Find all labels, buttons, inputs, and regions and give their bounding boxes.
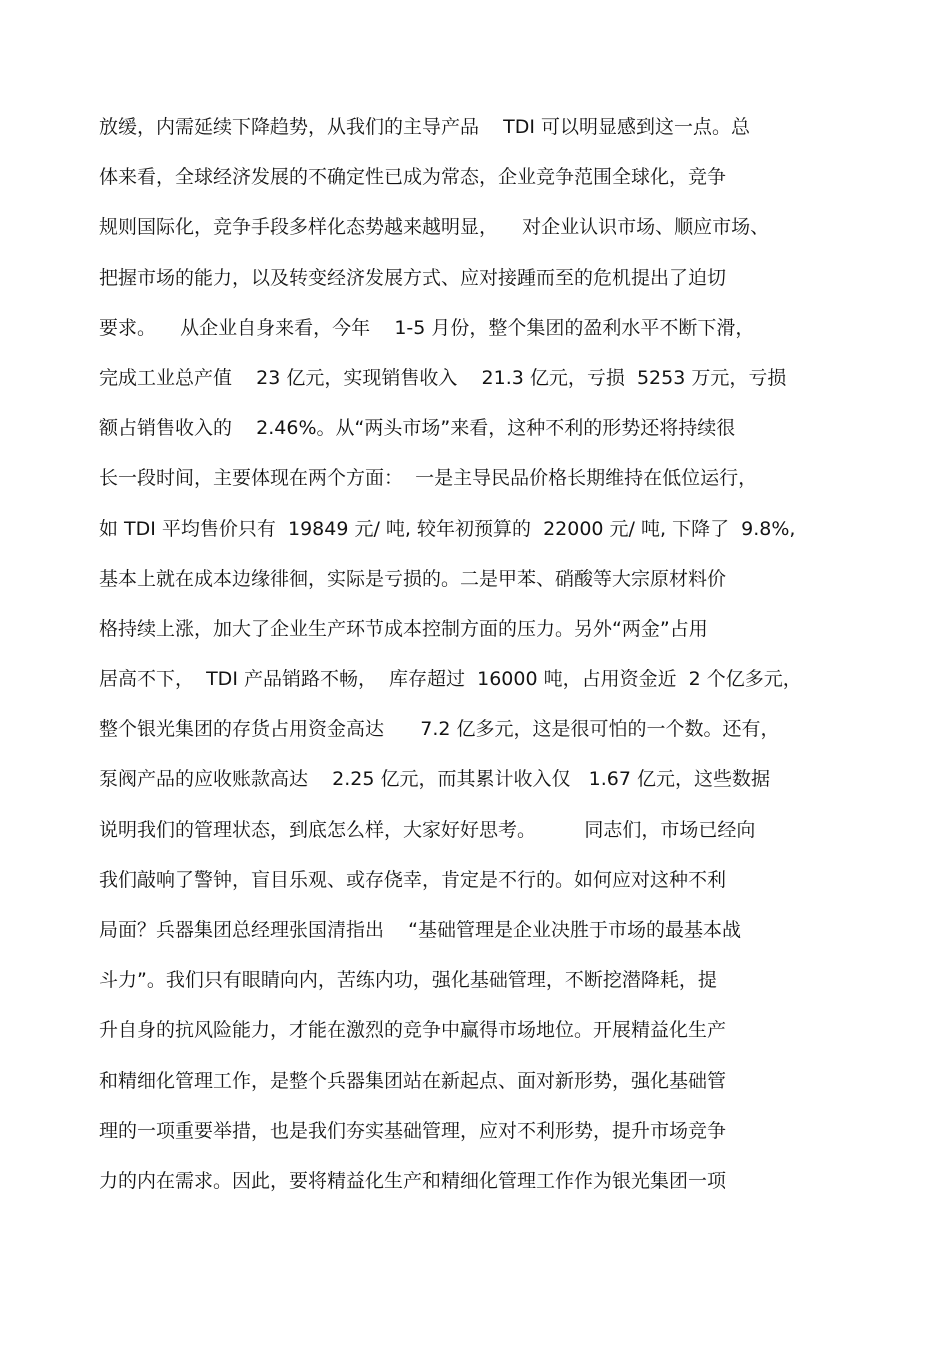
text-line: 把握市场的能力，以及转变经济发展方式、应对接踵而至的危机提出了迫切 <box>99 266 727 289</box>
text-line: 理的一项重要举措，也是我们夯实基础管理，应对不利形势，提升市场竞争 <box>99 1119 727 1142</box>
text-line: 和精细化管理工作，是整个兵器集团站在新起点、面对新形势，强化基础管 <box>99 1069 727 1092</box>
text-line: 整个银光集团的存货占用资金高达 7.2 亿多元，这是很可怕的一个数。还有， <box>99 718 780 741</box>
text-line: 完成工业总产值 23 亿元，实现销售收入 21.3 亿元，亏损 5253 万元，亏损 <box>99 366 787 389</box>
text-line: 力的内在需求。因此，要将精益化生产和精细化管理工作作为银光集团一项 <box>99 1169 727 1192</box>
text-line: 如 TDI 平均售价只有 19849 元/ 吨, 较年初预算的 22000 元/ 吨, 下降了 9.8%, <box>99 517 796 540</box>
text-line: 说明我们的管理状态，到底怎么样，大家好好思考。 同志们，市场已经向 <box>99 818 756 841</box>
text-line: 要求。 从企业自身来看，今年 1-5 月份，整个集团的盈利水平不断下滑， <box>99 316 755 339</box>
text-line: 我们敲响了警钟，盲目乐观、或存侥幸，肯定是不行的。如何应对这种不利 <box>99 868 727 891</box>
text-line: 局面？兵器集团总经理张国清指出 “基础管理是企业决胜于市场的最基本战 <box>99 919 742 941</box>
text-line: 泵阀产品的应收账款高达 2.25 亿元，而其累计收入仅 1.67 亿元，这些数据 <box>99 768 770 791</box>
text-line: 体来看，全球经济发展的不确定性已成为常态，企业竞争范围全球化，竞争 <box>99 166 727 189</box>
text-line: 额占销售收入的 2.46%。从“两头市场”来看，这种不利的形势还将持续很 <box>99 417 736 440</box>
body-text <box>99 102 859 1206</box>
text-line: 格持续上涨，加大了企业生产环节成本控制方面的压力。另外“两金”占用 <box>99 617 708 640</box>
text-line: 基本上就在成本边缘徘徊，实际是亏损的。二是甲苯、硝酸等大宗原材料价 <box>99 567 727 590</box>
text-line: 斗力”。我们只有眼睛向内，苦练内功，强化基础管理，不断挖潜降耗，提 <box>99 969 717 992</box>
text-line: 居高不下， TDI 产品销路不畅， 库存超过 16000 吨，占用资金近 2 个亿多元， <box>99 668 802 691</box>
text-line: 规则国际化，竞争手段多样化态势越来越明显， 对企业认识市场、顺应市场、 <box>99 216 770 239</box>
text-line: 长一段时间，主要体现在两个方面： 一是主导民品价格长期维持在低位运行， <box>99 467 758 490</box>
text-line: 放缓，内需延续下降趋势，从我们的主导产品 TDI 可以明显感到这一点。总 <box>99 116 751 138</box>
text-line: 升自身的抗风险能力，才能在激烈的竞争中赢得市场地位。开展精益化生产 <box>99 1019 727 1042</box>
